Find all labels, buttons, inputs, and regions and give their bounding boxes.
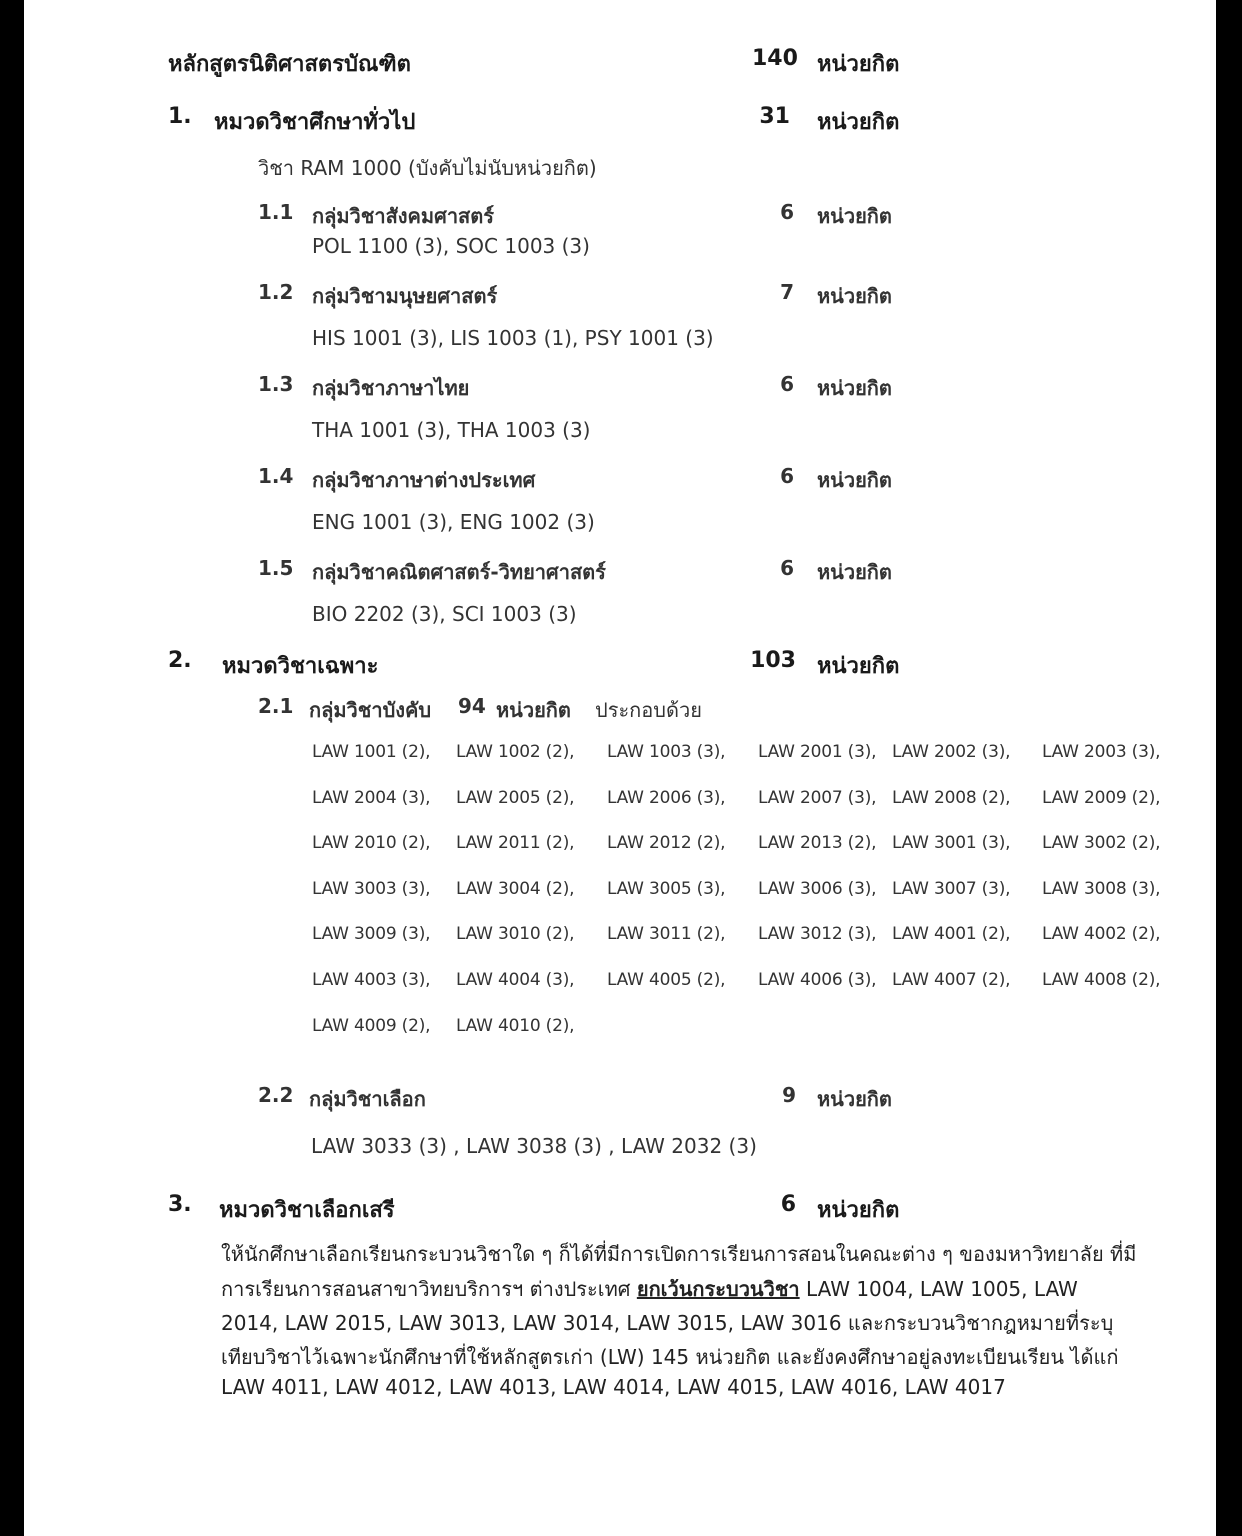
- credit-unit: หน่วยกิต: [817, 204, 892, 228]
- credit-unit: หน่วยกิต: [817, 1198, 900, 1223]
- section-title: หมวดวิชาเลือกเสรี: [219, 1198, 395, 1223]
- course-code: LAW 4010 (2),: [456, 1015, 575, 1036]
- credit-unit: หน่วยกิต: [817, 52, 900, 77]
- group-number: 2.1: [258, 694, 294, 718]
- group-title: กลุ่มวิชาบังคับ: [309, 698, 432, 722]
- paragraph-line: [221, 1238, 1136, 1270]
- course-code: LAW 1002 (2),: [456, 742, 575, 762]
- total-credits: 140: [752, 46, 798, 71]
- credit-unit: หน่วยกิต: [496, 698, 571, 722]
- paragraph-line: [221, 1307, 1113, 1339]
- group-number: 1.5: [258, 556, 294, 580]
- course-code: LAW 4005 (2),: [607, 970, 726, 990]
- course-code: LAW 2013 (2),: [758, 833, 877, 854]
- section-credits: 103: [750, 648, 796, 673]
- group-credits: 6: [780, 556, 794, 580]
- course-code: LAW 2006 (3),: [607, 787, 726, 808]
- group-courses: HIS 1001 (3), LIS 1003 (1), PSY 1001 (3): [312, 326, 714, 350]
- group-suffix: ประกอบด้วย: [595, 698, 702, 722]
- credit-unit: หน่วยกิต: [817, 110, 900, 135]
- course-code: LAW 4008 (2),: [1042, 970, 1161, 990]
- group-title: กลุ่มวิชาสังคมศาสตร์: [312, 204, 494, 228]
- course-code: LAW 4003 (3),: [312, 970, 431, 990]
- course-code: LAW 1003 (3),: [607, 742, 726, 762]
- paragraph-line: [221, 1375, 1006, 1399]
- paragraph-line: [221, 1273, 1078, 1305]
- group-credits: 9: [782, 1083, 796, 1107]
- group-credits: 6: [780, 200, 794, 224]
- paragraph-text: ให้นักศึกษาเลือกเรียนกระบวนวิชาใด ๆ ก็ได้ที่มีการเปิดการเรียนการสอนในคณะต่าง ๆ ของมหาวิทยาลัย ที่มี: [221, 1242, 1137, 1266]
- group-number: 1.3: [258, 372, 294, 396]
- course-code: LAW 2002 (3),: [892, 742, 1011, 762]
- group-title: กลุ่มวิชาภาษาไทย: [312, 376, 470, 400]
- group-title: กลุ่มวิชาเลือก: [309, 1087, 426, 1111]
- group-courses: BIO 2202 (3), SCI 1003 (3): [312, 602, 577, 626]
- credit-unit: หน่วยกิต: [817, 376, 892, 400]
- course-code: LAW 2004 (3),: [312, 787, 431, 808]
- credit-unit: หน่วยกิต: [817, 284, 892, 308]
- paragraph-text: 2014, LAW 2015, LAW 3013, LAW 3014, LAW 3015, LAW 3016 และกระบวนวิชากฎหมายที่ระบุ: [221, 1311, 1114, 1335]
- group-courses: POL 1100 (3), SOC 1003 (3): [312, 234, 590, 258]
- course-code: LAW 2009 (2),: [1042, 787, 1161, 808]
- credit-unit: หน่วยกิต: [817, 654, 900, 679]
- course-code: LAW 3002 (2),: [1042, 833, 1161, 854]
- course-code: LAW 3010 (2),: [456, 924, 575, 945]
- paragraph-text: LAW 1004, LAW 1005, LAW: [799, 1277, 1078, 1301]
- course-code: LAW 3012 (3),: [758, 924, 877, 945]
- section-number: 2.: [168, 648, 192, 673]
- course-code: LAW 4007 (2),: [892, 970, 1011, 990]
- course-code: LAW 1001 (2),: [312, 742, 431, 762]
- group-courses: THA 1001 (3), THA 1003 (3): [312, 418, 591, 442]
- section-number: 1.: [168, 104, 192, 129]
- section-credits: 6: [780, 1192, 796, 1217]
- course-code: LAW 3009 (3),: [312, 924, 431, 945]
- group-number: 1.1: [258, 200, 294, 224]
- group-number: 1.2: [258, 280, 294, 304]
- course-code: LAW 3003 (3),: [312, 878, 431, 899]
- course-code: LAW 4002 (2),: [1042, 924, 1161, 945]
- paragraph-line: [221, 1341, 1118, 1373]
- course-code: LAW 3007 (3),: [892, 878, 1011, 899]
- group-number: 2.2: [258, 1083, 294, 1107]
- course-code: LAW 4006 (3),: [758, 970, 877, 990]
- course-code: LAW 4009 (2),: [312, 1015, 431, 1036]
- course-code: LAW 4004 (3),: [456, 970, 575, 990]
- course-code: LAW 3006 (3),: [758, 878, 877, 899]
- course-code: LAW 3001 (3),: [892, 833, 1011, 854]
- document-page: [24, 0, 1216, 1536]
- group-title: กลุ่มวิชาภาษาต่างประเทศ: [312, 468, 536, 492]
- credit-unit: หน่วยกิต: [817, 560, 892, 584]
- paragraph-text: LAW 4011, LAW 4012, LAW 4013, LAW 4014, LAW 4015, LAW 4016, LAW 4017: [221, 1375, 1006, 1399]
- course-code: LAW 4001 (2),: [892, 924, 1011, 945]
- course-code: LAW 2005 (2),: [456, 787, 575, 808]
- credit-unit: หน่วยกิต: [817, 468, 892, 492]
- group-courses: ENG 1001 (3), ENG 1002 (3): [312, 510, 595, 534]
- group-number: 1.4: [258, 464, 294, 488]
- credit-unit: หน่วยกิต: [817, 1087, 892, 1111]
- course-code: LAW 3005 (3),: [607, 878, 726, 899]
- paragraph-text: เทียบวิชาไว้เฉพาะนักศึกษาที่ใช้หลักสูตรเก่า (LW) 145 หน่วยกิต และยังคงศึกษาอยู่ลงทะเบียนเรียน ได้แก่: [221, 1345, 1119, 1369]
- curriculum-title: หลักสูตรนิติศาสตรบัณฑิต: [168, 52, 411, 77]
- section-number: 3.: [168, 1192, 192, 1217]
- course-code: LAW 2003 (3),: [1042, 742, 1161, 762]
- section-title: หมวดวิชาเฉพาะ: [222, 654, 379, 679]
- group-credits: 94: [458, 694, 486, 718]
- course-code: LAW 2008 (2),: [892, 787, 1011, 808]
- course-code: LAW 2001 (3),: [758, 742, 877, 762]
- group-credits: 6: [780, 464, 794, 488]
- section-credits: 31: [759, 104, 790, 129]
- course-code: LAW 2007 (3),: [758, 787, 877, 808]
- paragraph-text: การเรียนการสอนสาขาวิทยบริการฯ ต่างประเทศ: [221, 1277, 637, 1301]
- group-credits: 6: [780, 372, 794, 396]
- course-code: LAW 2010 (2),: [312, 833, 431, 854]
- group-title: กลุ่มวิชาคณิตศาสตร์-วิทยาศาสตร์: [312, 560, 606, 584]
- course-code: LAW 2011 (2),: [456, 833, 575, 854]
- group-title: กลุ่มวิชามนุษยศาสตร์: [312, 284, 498, 308]
- section-title: หมวดวิชาศึกษาทั่วไป: [214, 110, 416, 135]
- exception-emphasis: ยกเว้นกระบวนวิชา: [636, 1277, 800, 1301]
- course-code: LAW 3011 (2),: [607, 924, 726, 945]
- group-credits: 7: [780, 280, 794, 304]
- course-code: LAW 3008 (3),: [1042, 878, 1161, 899]
- section-note: วิชา RAM 1000 (บังคับไม่นับหน่วยกิต): [258, 156, 597, 180]
- course-code: LAW 2012 (2),: [607, 833, 726, 854]
- course-code: LAW 3004 (2),: [456, 878, 575, 899]
- elective-courses: LAW 3033 (3) , LAW 3038 (3) , LAW 2032 (3): [311, 1134, 757, 1158]
